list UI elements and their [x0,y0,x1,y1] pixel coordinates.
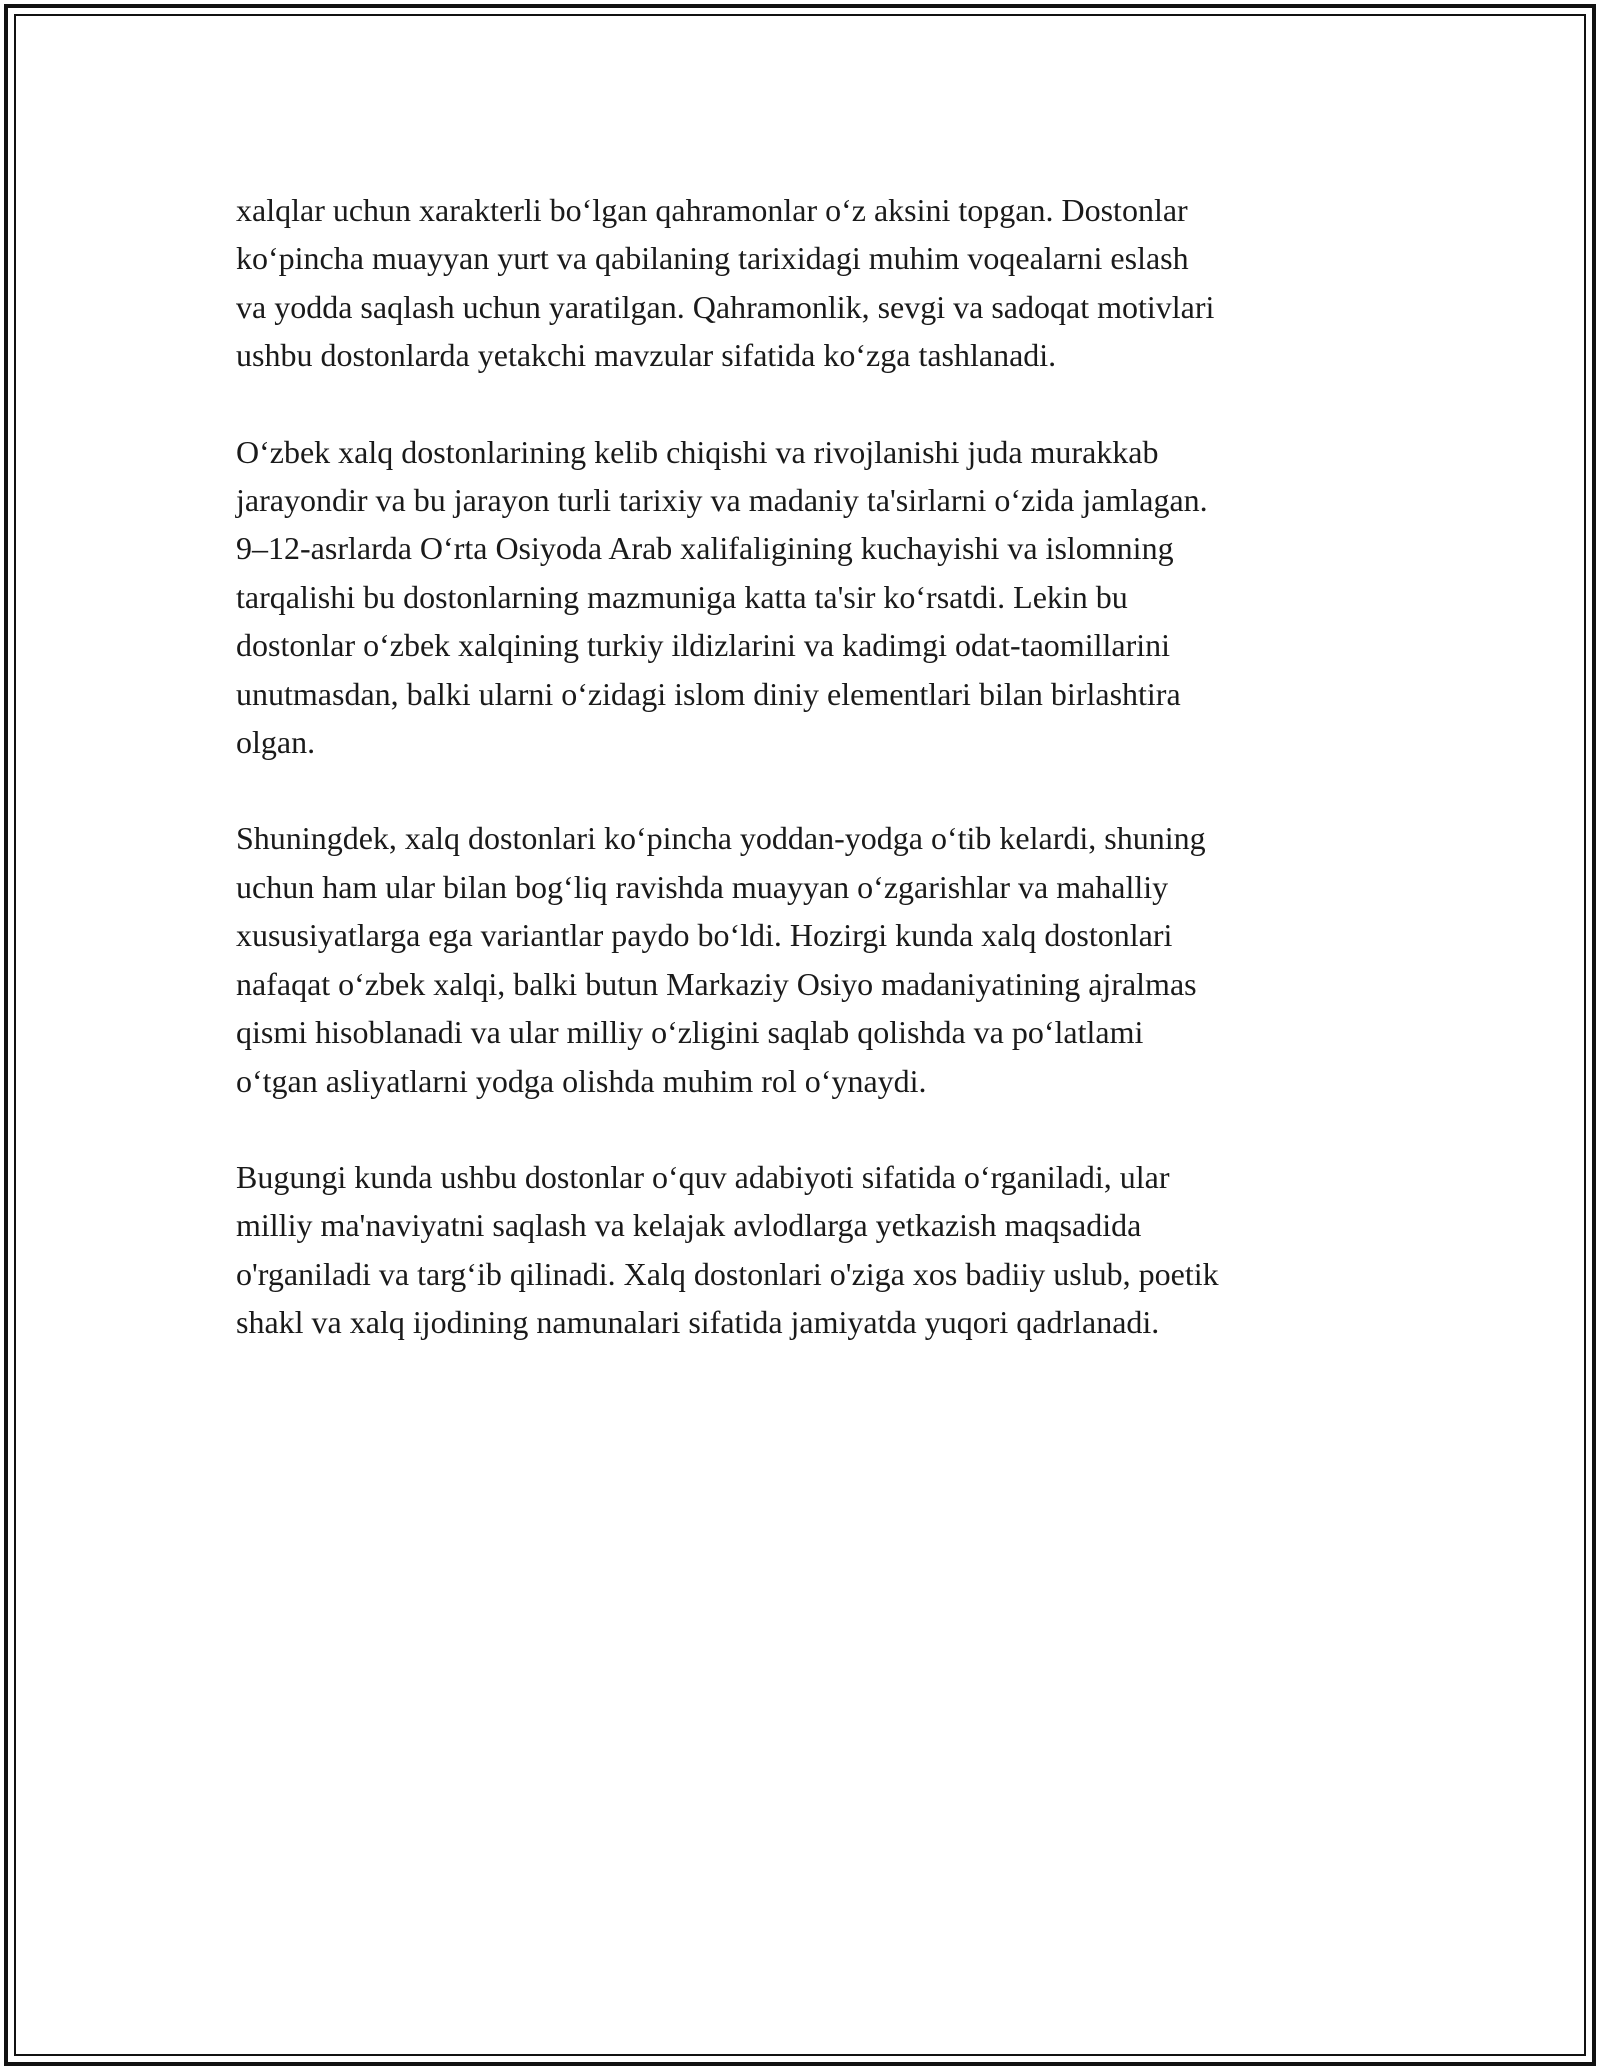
paragraph-line: dostonlar oʻzbek xalqining turkiy ildizlarini va kadimgi odat-taomillarini [236,627,1170,664]
paragraph-2 [236,428,1386,767]
paragraph-line: unutmasdan, balki ularni oʻzidagi islom diniy elementlari bilan birlashtira [236,675,1181,712]
paragraph-line: uchun ham ular bilan bogʻliq ravishda muayyan oʻzgarishlar va mahalliy [236,868,1169,905]
paragraph-line: nafaqat oʻzbek xalqi, balki butun Markaziy Osiyo madaniyatining ajralmas [236,965,1197,1002]
paragraph-line: tarqalishi bu dostonlarning mazmuniga katta ta'sir koʻrsatdi. Lekin bu [236,578,1128,615]
paragraph-line: jarayondir va bu jarayon turli tarixiy va madaniy ta'sirlarni oʻzida jamlagan. [236,482,1208,519]
paragraph-line: 9–12-asrlarda Oʻrta Osiyoda Arab xalifaligining kuchayishi va islomning [236,530,1174,567]
paragraph-line: Oʻzbek xalq dostonlarining kelib chiqishi va rivojlanishi juda murakkab [236,433,1159,470]
paragraph-line: oʻtgan asliyatlarni yodga olishda muhim rol oʻynaydi. [236,1062,927,1099]
paragraph-line: qismi hisoblanadi va ular milliy oʻzligini saqlab qolishda va poʻlatlami [236,1014,1144,1051]
paragraph-line: xususiyatlarga ega variantlar paydo boʻldi. Hozirgi kunda xalq dostonlari [236,917,1173,954]
paragraph-line: ushbu dostonlarda yetakchi mavzular sifatida koʻzga tashlanadi. [236,337,1057,374]
paragraph-line: o'rganiladi va targʻib qilinadi. Xalq dostonlari o'ziga xos badiiy uslub, poetik [236,1255,1219,1292]
paragraph-1 [236,186,1386,380]
paragraph-4 [236,1153,1386,1347]
paragraph-line: xalqlar uchun xarakterli boʻlgan qahramonlar oʻz aksini topgan. Dostonlar [236,192,1188,228]
paragraph-line: shakl va xalq ijodining namunalari sifatida jamiyatda yuqori qadrlanadi. [236,1304,1160,1341]
paragraph-line: olgan. [236,724,316,761]
paragraph-line: koʻpincha muayyan yurt va qabilaning tarixidagi muhim voqealarni eslash [236,240,1189,277]
document-body [236,186,1386,1395]
paragraph-line: milliy ma'naviyatni saqlash va kelajak avlodlarga yetkazish maqsadida [236,1207,1142,1244]
paragraph-3 [236,814,1386,1104]
paragraph-line: Shuningdek, xalq dostonlari koʻpincha yoddan-yodga oʻtib kelardi, shuning [236,820,1206,857]
paragraph-line: va yodda saqlash uchun yaratilgan. Qahramonlik, sevgi va sadoqat motivlari [236,288,1215,325]
paragraph-line: Bugungi kunda ushbu dostonlar oʻquv adabiyoti sifatida oʻrganiladi, ular [236,1158,1170,1195]
